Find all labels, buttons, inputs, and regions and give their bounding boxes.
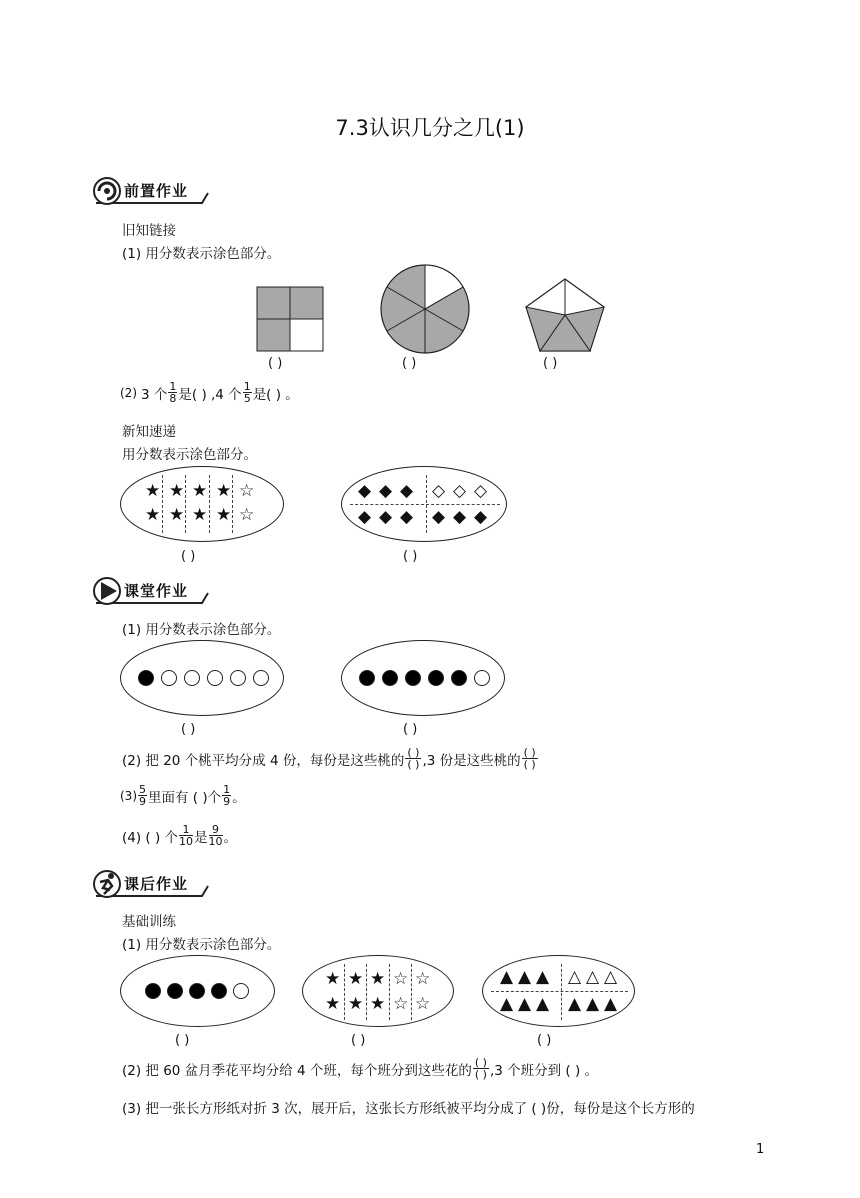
answer-blank[interactable]: ( ) <box>181 549 196 564</box>
question-class-1: (1) 用分数表示涂色部分。 <box>122 622 281 638</box>
star-filled-icon: ★ <box>216 505 232 525</box>
section-label: 前置作业 <box>124 182 189 200</box>
triangle-filled-icon: ▲ <box>604 994 618 1014</box>
answer-blank[interactable]: ( ) <box>402 356 417 371</box>
question-after-1: (1) 用分数表示涂色部分。 <box>122 937 281 953</box>
question-after-2 <box>122 1057 598 1080</box>
star-empty-icon: ☆ <box>239 481 255 501</box>
diamond-empty-icon: ◇ <box>453 481 467 501</box>
question-text: 是( ) ,4 个 <box>178 386 242 403</box>
star-empty-icon: ☆ <box>393 969 409 989</box>
fraction: $\frac{5}{9}$ <box>139 783 146 808</box>
star-empty-icon: ☆ <box>393 994 409 1014</box>
triangle-empty-icon: △ <box>586 967 600 987</box>
subheading-old-knowledge: 旧知链接 <box>122 223 176 239</box>
fraction-blank[interactable]: $\frac{( )}{( )}$ <box>407 746 420 771</box>
star-filled-icon: ★ <box>169 505 185 525</box>
page-title: 7.3认识几分之几(1) <box>335 116 525 140</box>
answer-blank[interactable]: ( ) <box>351 1033 366 1048</box>
star-filled-icon: ★ <box>216 481 232 501</box>
fraction: $\frac{1}{9}$ <box>223 783 231 808</box>
question-after-3: (3) 把一张长方形纸对折 3 次，展开后，这张长方形纸被平均分成了 ( )份，每份是这个长方形的 <box>122 1101 695 1117</box>
question-text: 里面有 ( )个 <box>148 789 222 806</box>
question-pre-2 <box>120 381 299 404</box>
fraction-blank[interactable]: $\frac{( )}{( )}$ <box>474 1056 487 1081</box>
section-badge-after <box>90 868 210 900</box>
triangle-filled-icon: ▲ <box>518 967 532 987</box>
question-class-2 <box>122 747 539 770</box>
diamond-filled-icon: ◆ <box>358 481 372 501</box>
section-badge-pre <box>90 175 210 207</box>
oval-stars <box>302 955 454 1027</box>
oval-circles <box>120 640 284 716</box>
fraction: $\frac{1}{10}$ <box>179 823 194 848</box>
triangle-empty-icon: △ <box>604 967 618 987</box>
star-filled-icon: ★ <box>370 994 386 1014</box>
diamond-filled-icon: ◆ <box>379 507 393 527</box>
diamond-empty-icon: ◇ <box>432 481 446 501</box>
diamond-filled-icon: ◆ <box>400 481 414 501</box>
oval-triangles <box>482 955 635 1027</box>
oval-diamonds <box>341 466 507 542</box>
fraction-blank[interactable]: $\frac{( )}{( )}$ <box>523 746 536 771</box>
answer-blank[interactable]: ( ) <box>175 1033 190 1048</box>
star-filled-icon: ★ <box>145 481 161 501</box>
answer-blank[interactable]: ( ) <box>268 356 283 371</box>
section-label: 课堂作业 <box>124 582 189 600</box>
question-class-4 <box>122 824 237 847</box>
answer-blank[interactable]: ( ) <box>403 722 418 737</box>
question-number: (3) <box>120 788 137 803</box>
pentagon-shape <box>524 277 606 353</box>
oval-circles <box>341 640 505 716</box>
question-text: 。 <box>232 789 246 806</box>
diamond-empty-icon: ◇ <box>474 481 488 501</box>
diamond-filled-icon: ◆ <box>379 481 393 501</box>
question-pre-3: 用分数表示涂色部分。 <box>122 447 257 463</box>
page-number: 1 <box>756 1142 765 1157</box>
diamond-filled-icon: ◆ <box>400 507 414 527</box>
square-shape <box>256 286 324 352</box>
triangle-filled-icon: ▲ <box>518 994 532 1014</box>
question-text: (2) 把 20 个桃平均分成 4 份，每份是这些桃的 <box>122 752 405 769</box>
answer-blank[interactable]: ( ) <box>403 549 418 564</box>
diamond-filled-icon: ◆ <box>474 507 488 527</box>
star-filled-icon: ★ <box>192 481 208 501</box>
star-filled-icon: ★ <box>370 969 386 989</box>
triangle-filled-icon: ▲ <box>586 994 600 1014</box>
triangle-filled-icon: ▲ <box>568 994 582 1014</box>
oval-stars <box>120 466 284 542</box>
star-empty-icon: ☆ <box>415 969 431 989</box>
diamond-filled-icon: ◆ <box>453 507 467 527</box>
question-text: 是( ) 。 <box>252 386 299 403</box>
star-empty-icon: ☆ <box>239 505 255 525</box>
star-filled-icon: ★ <box>169 481 185 501</box>
question-text: ,3 个班分到 ( ) 。 <box>489 1062 599 1079</box>
question-text: 。 <box>223 829 238 846</box>
section-label: 课后作业 <box>124 875 189 893</box>
subheading-basic-training: 基础训练 <box>122 914 176 930</box>
subheading-new-knowledge: 新知速递 <box>122 424 176 440</box>
star-filled-icon: ★ <box>325 969 341 989</box>
triangle-filled-icon: ▲ <box>536 967 550 987</box>
answer-blank[interactable]: ( ) <box>181 722 196 737</box>
star-filled-icon: ★ <box>192 505 208 525</box>
question-text: 3 个 <box>141 386 168 403</box>
triangle-empty-icon: △ <box>568 967 582 987</box>
star-empty-icon: ☆ <box>415 994 431 1014</box>
fraction: $\frac{1}{5}$ <box>243 380 251 405</box>
question-text: 是 <box>194 829 208 846</box>
question-text: (4) ( ) 个 <box>122 829 179 846</box>
section-badge-class <box>90 575 210 607</box>
diamond-filled-icon: ◆ <box>358 507 372 527</box>
answer-blank[interactable]: ( ) <box>537 1033 552 1048</box>
triangle-filled-icon: ▲ <box>500 967 514 987</box>
question-number: (2) <box>120 385 137 400</box>
question-pre-1: (1) 用分数表示涂色部分。 <box>122 246 281 262</box>
star-filled-icon: ★ <box>325 994 341 1014</box>
fraction: $\frac{9}{10}$ <box>208 823 223 848</box>
star-filled-icon: ★ <box>348 994 364 1014</box>
question-class-3 <box>120 784 246 807</box>
question-text: ,3 份是这些桃的 <box>422 752 521 769</box>
answer-blank[interactable]: ( ) <box>543 356 558 371</box>
fraction: $\frac{1}{8}$ <box>169 380 177 405</box>
circle-shape <box>379 263 471 355</box>
star-filled-icon: ★ <box>348 969 364 989</box>
triangle-filled-icon: ▲ <box>500 994 514 1014</box>
question-text: (2) 把 60 盆月季花平均分给 4 个班，每个班分到这些花的 <box>122 1062 472 1079</box>
triangle-filled-icon: ▲ <box>536 994 550 1014</box>
oval-circles <box>120 955 275 1027</box>
star-filled-icon: ★ <box>145 505 161 525</box>
diamond-filled-icon: ◆ <box>432 507 446 527</box>
